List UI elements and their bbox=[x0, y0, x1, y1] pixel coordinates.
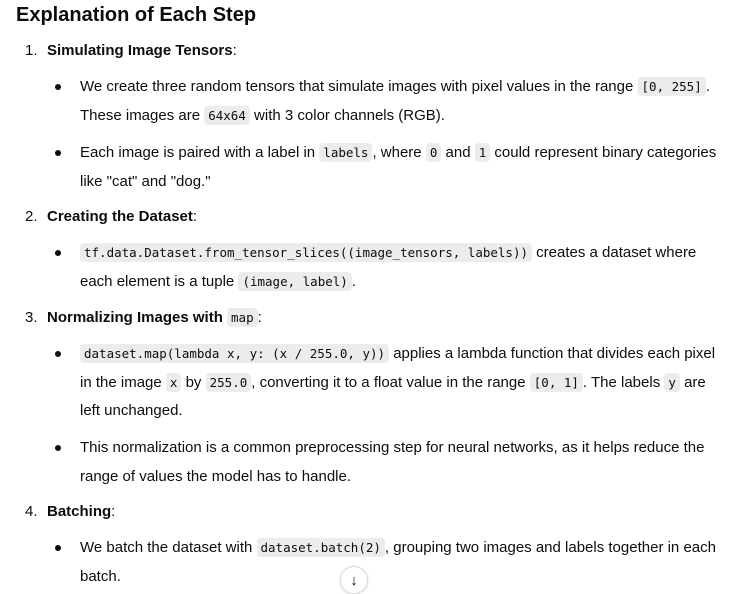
step-3-heading: 3. Normalizing Images with map : bbox=[25, 307, 262, 329]
bullet-dot bbox=[55, 242, 65, 264]
inline-code: dataset.batch(2) bbox=[257, 538, 385, 557]
inline-code: [0, 1] bbox=[530, 373, 583, 392]
step-number: 2. bbox=[25, 208, 38, 225]
inline-code: 1 bbox=[475, 143, 491, 162]
step-number: 3. bbox=[25, 309, 38, 326]
step-2-bullet-1: tf.data.Dataset.from_tensor_slices((image_tensors, labels)) creates a dataset where each element is a tuple (image, label) . bbox=[80, 244, 697, 290]
bullet-dot bbox=[55, 343, 65, 365]
step-1-heading: 1. Simulating Image Tensors: bbox=[25, 40, 237, 62]
scroll-to-bottom-button[interactable] bbox=[340, 566, 368, 594]
inline-code: 64x64 bbox=[204, 106, 250, 125]
bullet-dot bbox=[55, 437, 65, 459]
bullet-dot bbox=[55, 142, 65, 164]
inline-code: tf.data.Dataset.from_tensor_slices((image_tensors, labels)) bbox=[80, 243, 532, 262]
inline-code: 0 bbox=[426, 143, 442, 162]
step-1-bullet-2: Each image is paired with a label in labels , where 0 and 1 could represent binary categories like "cat" and "dog." bbox=[80, 144, 717, 190]
section-heading: Explanation of Each Step bbox=[16, 4, 257, 26]
step-2-heading: 2. Creating the Dataset: bbox=[25, 206, 197, 228]
step-number: 4. bbox=[25, 503, 38, 520]
inline-code: [0, 255] bbox=[638, 77, 706, 96]
bullet-dot bbox=[55, 537, 65, 559]
step-number: 1. bbox=[25, 42, 38, 59]
step-3-bullet-2: This normalization is a common preprocessing step for neural networks, as it helps reduce the range of values the model has to handle. bbox=[80, 439, 705, 485]
step-title: Batching bbox=[47, 503, 112, 520]
step-title: Normalizing Images with bbox=[47, 309, 228, 326]
inline-code: y bbox=[664, 373, 680, 392]
step-title: Simulating Image Tensors bbox=[47, 42, 233, 59]
inline-code: dataset.map(lambda x, y: (x / 255.0, y)) bbox=[80, 344, 389, 363]
bullet-dot bbox=[55, 76, 65, 98]
inline-code: x bbox=[166, 373, 182, 392]
step-3-bullet-1: dataset.map(lambda x, y: (x / 255.0, y)) applies a lambda function that divides each pixel in the image x by 255.0 , converting it to a float value in the range [0, 1] . The labels y are left unchanged. bbox=[80, 345, 716, 419]
inline-code: map bbox=[227, 308, 258, 327]
step-4-heading: 4. Batching: bbox=[25, 501, 115, 523]
inline-code: 255.0 bbox=[206, 373, 252, 392]
step-4-bullet-1: We batch the dataset with dataset.batch(2) , grouping two images and labels together in each batch. bbox=[80, 539, 716, 585]
step-title: Creating the Dataset bbox=[47, 208, 193, 225]
inline-code: (image, label) bbox=[238, 272, 351, 291]
step-1-bullet-1: We create three random tensors that simulate images with pixel values in the range [0, 255] . These images are 64x64 with 3 color channels (RGB). bbox=[80, 78, 710, 124]
inline-code: labels bbox=[319, 143, 372, 162]
arrow-down-icon: ↓ bbox=[350, 571, 358, 589]
